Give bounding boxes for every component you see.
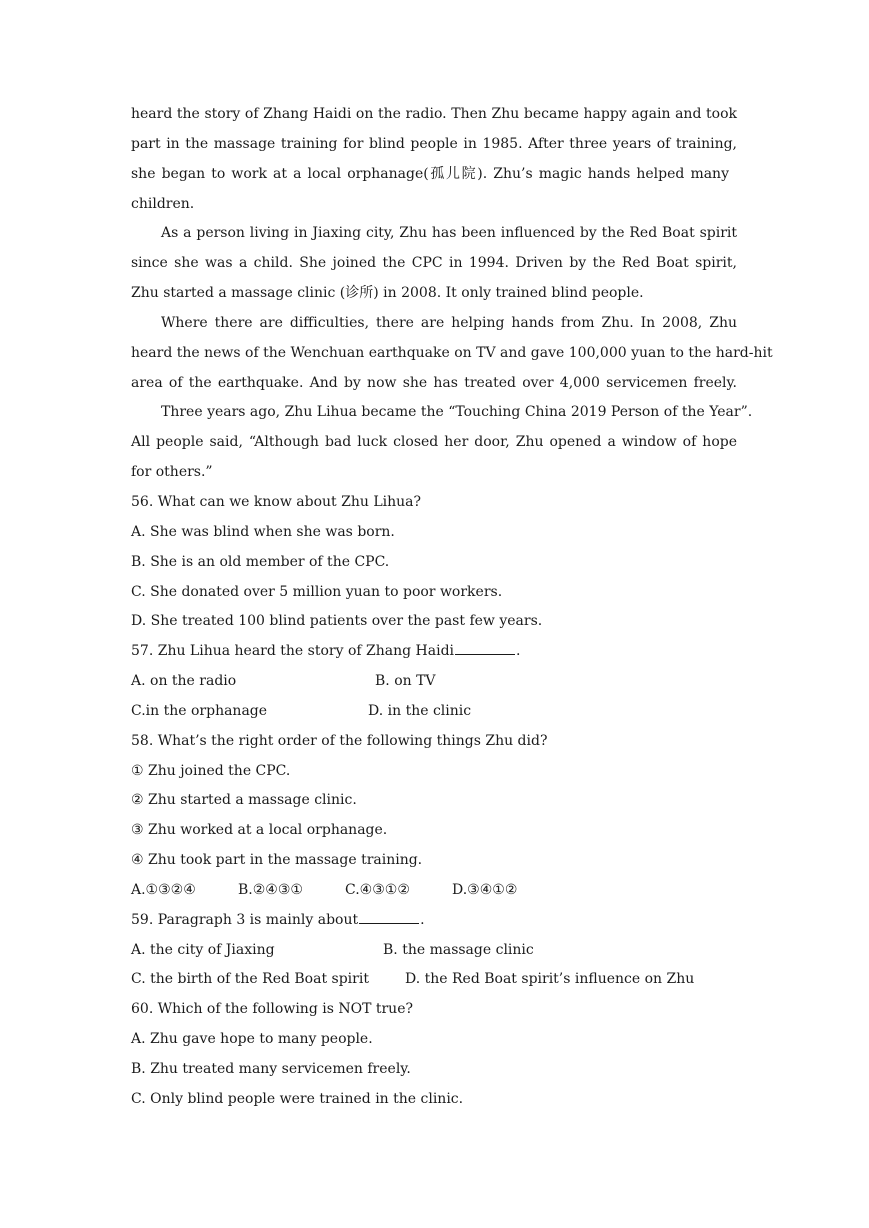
answer-option: A. Zhu gave hope to many people. <box>131 1031 373 1048</box>
answer-option-row <box>131 876 737 906</box>
answer-option: D.③④①② <box>452 881 518 898</box>
question-stem: 60. Which of the following is NOT true? <box>131 1001 413 1018</box>
passage-line: As a person living in Jiaxing city, Zhu has been influenced by the Red Boat spirit <box>161 225 737 242</box>
answer-option: A. She was blind when she was born. <box>131 523 395 540</box>
passage-line: Where there are difficulties, there are helping hands from Zhu. In 2008, Zhu <box>161 314 737 331</box>
answer-option: B.②④③① <box>238 881 303 898</box>
passage-line: part in the massage training for blind people in 1985. After three years of training, <box>131 135 737 152</box>
order-item: ④ Zhu took part in the massage training. <box>131 852 423 869</box>
answer-option: A. on the radio <box>131 673 237 690</box>
passage-line: for others.” <box>131 464 213 481</box>
answer-option: B. on TV <box>375 673 436 690</box>
answer-option: D. She treated 100 blind patients over the past few years. <box>131 613 543 630</box>
answer-blank <box>359 907 419 924</box>
answer-blank <box>455 638 515 655</box>
answer-option-row <box>131 697 737 727</box>
exam-page <box>131 100 773 1115</box>
order-item: ② Zhu started a massage clinic. <box>131 792 357 809</box>
passage-line: children. <box>131 195 195 212</box>
answer-option: C. the birth of the Red Boat spirit <box>131 971 369 988</box>
question-stem-end: . <box>516 643 521 660</box>
question-stem-end: . <box>420 911 425 928</box>
passage-line: she began to work at a local orphanage(孤儿院). Zhu’s magic hands helped many <box>131 165 729 182</box>
answer-option: A. the city of Jiaxing <box>131 941 275 958</box>
answer-option-row <box>131 936 737 966</box>
question-stem <box>131 906 737 936</box>
question-stem-text: 59. Paragraph 3 is mainly about <box>131 911 359 928</box>
passage-line: heard the story of Zhang Haidi on the radio. Then Zhu became happy again and took <box>131 106 737 122</box>
answer-option: D. in the clinic <box>368 702 472 719</box>
answer-option: C. Only blind people were trained in the clinic. <box>131 1090 464 1107</box>
answer-option: A.①③②④ <box>131 881 196 898</box>
answer-option: B. Zhu treated many servicemen freely. <box>131 1061 411 1077</box>
answer-option-row <box>131 667 737 697</box>
answer-option-row <box>131 965 737 995</box>
passage-line: since she was a child. She joined the CPC in 1994. Driven by the Red Boat spirit, <box>131 255 737 272</box>
passage-line: area of the earthquake. And by now she has treated over 4,000 servicemen freely. <box>131 374 737 391</box>
passage-line: Three years ago, Zhu Lihua became the “Touching China 2019 Person of the Year”. <box>161 404 753 421</box>
passage-line: All people said, “Although bad luck closed her door, Zhu opened a window of hope <box>131 434 737 451</box>
order-item: ① Zhu joined the CPC. <box>131 762 291 779</box>
answer-option: B. She is an old member of the CPC. <box>131 553 390 570</box>
question-stem: 56. What can we know about Zhu Lihua? <box>131 493 421 510</box>
question-stem-text: 57. Zhu Lihua heard the story of Zhang Haidi <box>131 643 455 660</box>
answer-option: C.in the orphanage <box>131 702 268 719</box>
answer-option: C. She donated over 5 million yuan to poor workers. <box>131 583 503 600</box>
answer-option: C.④③①② <box>345 881 410 898</box>
question-stem <box>131 637 737 667</box>
passage-line: heard the news of the Wenchuan earthquake on TV and gave 100,000 yuan to the hard-hit <box>131 344 773 361</box>
answer-option: B. the massage clinic <box>383 941 534 958</box>
order-item: ③ Zhu worked at a local orphanage. <box>131 822 388 839</box>
passage-line: Zhu started a massage clinic (诊所) in 2008. It only trained blind people. <box>131 285 644 302</box>
question-stem: 58. What’s the right order of the following things Zhu did? <box>131 732 548 749</box>
answer-option: D. the Red Boat spirit’s influence on Zhu <box>405 971 695 988</box>
